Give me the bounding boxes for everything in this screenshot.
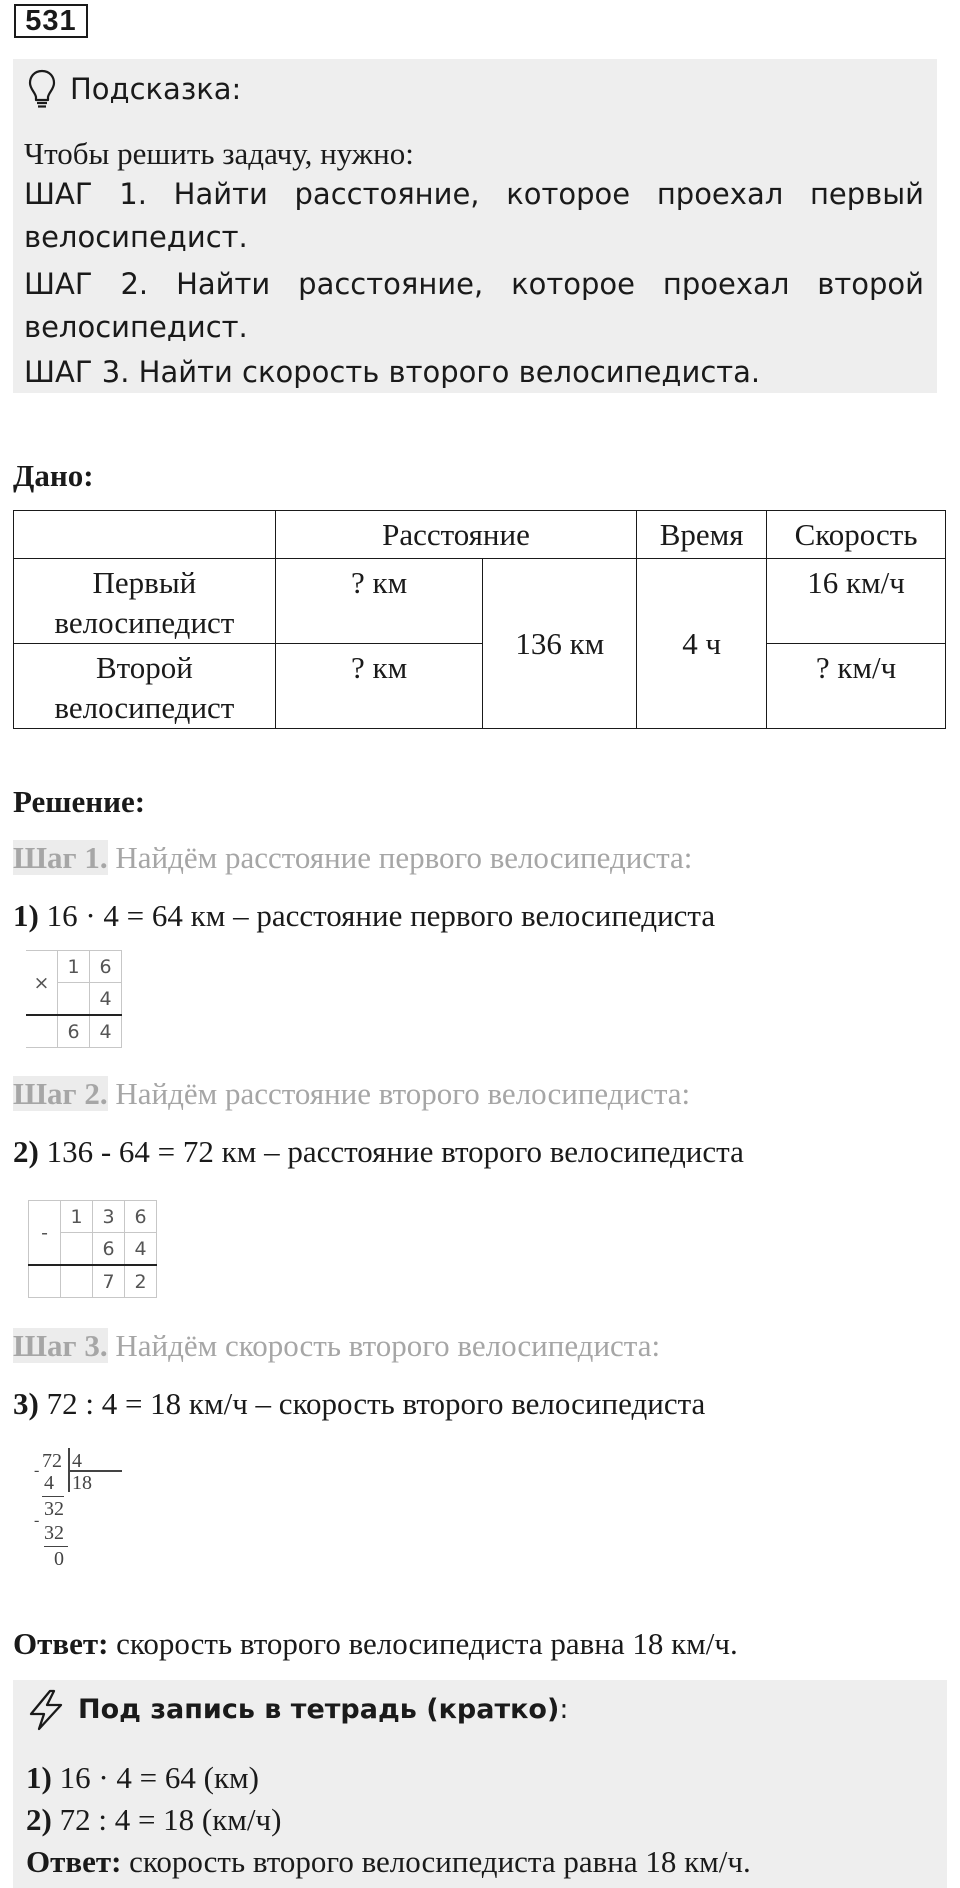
grid-cell: 1 xyxy=(61,1201,93,1233)
table-header-row xyxy=(14,511,946,559)
grid-cell xyxy=(58,983,90,1016)
calc-2-text: 136 - 64 = 72 км – расстояние второго велосипедиста xyxy=(38,1134,744,1169)
grid-cell: 4 xyxy=(125,1233,157,1266)
grid-cell: 6 xyxy=(125,1201,157,1233)
time-value: 4 ч xyxy=(637,559,767,729)
task-number: 531 xyxy=(14,4,88,38)
sub-sign: - xyxy=(29,1201,61,1266)
given-table xyxy=(13,510,946,729)
ld-divisor: 4 xyxy=(72,1450,82,1472)
grid-cell: 3 xyxy=(93,1201,125,1233)
answer-line xyxy=(13,1624,738,1664)
grid-cell: 2 xyxy=(125,1265,157,1298)
calc-1-text: 16 · 4 = 64 км – расстояние первого велосипедиста xyxy=(38,898,716,933)
ld-subtrahend-2: 32 xyxy=(44,1522,64,1544)
row-name-cell xyxy=(14,559,276,644)
hint-intro: Чтобы решить задачу, нужно: xyxy=(24,136,414,171)
nb-1-number: 1) xyxy=(26,1760,52,1795)
nb-2-text: 72 : 4 = 18 (км/ч) xyxy=(51,1802,282,1837)
solution-step-3-heading xyxy=(13,1326,660,1366)
hint-step-3-label: ШАГ 3. xyxy=(24,355,130,389)
calc-line-2 xyxy=(13,1132,744,1172)
calc-3-text: 72 : 4 = 18 км/ч – скорость второго велосипедиста xyxy=(38,1386,706,1421)
mult-sign: × xyxy=(26,951,58,1016)
ld-minus-2: - xyxy=(34,1512,40,1529)
ld-quotient: 18 xyxy=(72,1472,92,1494)
hint-title: Подсказка: xyxy=(70,72,242,106)
ld-dividend: 72 xyxy=(42,1450,62,1472)
solution-heading: Решение: xyxy=(13,784,146,819)
ld-remainder-1: 32 xyxy=(44,1498,64,1520)
answer-label: Ответ: xyxy=(13,1626,109,1661)
grid-cell xyxy=(26,1015,58,1048)
nb-answer-text: скорость второго велосипедиста равна 18 км/ч. xyxy=(121,1844,751,1879)
ld-line-2 xyxy=(44,1546,68,1547)
row-name-line1: Второй xyxy=(95,650,193,685)
hint-step-1-text: Найти расстояние, которое проехал первый xyxy=(173,177,924,211)
notebook-line-1 xyxy=(26,1758,259,1798)
row-speed: ? км/ч xyxy=(767,644,946,729)
grid-cell: 4 xyxy=(90,983,122,1016)
calc-line-3 xyxy=(13,1384,705,1424)
ld-minus-1: - xyxy=(34,1462,40,1479)
notebook-title xyxy=(78,1692,568,1728)
row-distance: ? км xyxy=(275,559,483,644)
calc-line-1 xyxy=(13,896,715,936)
grid-cell: 4 xyxy=(90,1015,122,1048)
hint-step-3-text: Найти скорость второго велосипедиста. xyxy=(138,355,761,389)
column-subtraction xyxy=(28,1200,157,1298)
step-3-label: Шаг 3. xyxy=(13,1328,108,1363)
table-row xyxy=(14,644,946,729)
answer-text: скорость второго велосипедиста равна 18 км/ч. xyxy=(108,1626,738,1661)
calc-3-number: 3) xyxy=(13,1386,39,1421)
row-speed: 16 км/ч xyxy=(767,559,946,644)
hint-step-2 xyxy=(24,262,924,306)
hint-step-2-cont: велосипедист. xyxy=(24,310,248,344)
hint-step-1-label: ШАГ 1. xyxy=(24,177,147,211)
column-multiplication xyxy=(26,950,122,1048)
notebook-answer xyxy=(26,1842,751,1882)
solution-step-1-heading xyxy=(13,838,692,878)
calc-1-number: 1) xyxy=(13,898,39,933)
grid-cell: 1 xyxy=(58,951,90,983)
row-name-line2: велосипедист xyxy=(54,605,235,640)
grid-cell: 6 xyxy=(93,1233,125,1266)
calc-2-number: 2) xyxy=(13,1134,39,1169)
step-2-text: Найдём расстояние второго велосипедиста: xyxy=(107,1076,691,1111)
hint-step-1 xyxy=(24,172,924,216)
step-3-text: Найдём скорость второго велосипедиста: xyxy=(107,1328,661,1363)
hint-step-2-label: ШАГ 2. xyxy=(24,267,149,301)
ld-subtrahend-1: 4 xyxy=(44,1472,54,1494)
table-header-time: Время xyxy=(637,511,767,559)
hint-step-2-text: Найти расстояние, которое проехал второй xyxy=(176,267,925,301)
grid-cell: 6 xyxy=(90,951,122,983)
notebook-title-text: Под запись в тетрадь (кратко) xyxy=(78,1694,560,1725)
nb-answer-label: Ответ: xyxy=(26,1844,122,1879)
table-header-speed: Скорость xyxy=(767,511,946,559)
grid-cell: 6 xyxy=(58,1015,90,1048)
total-distance: 136 км xyxy=(483,559,637,729)
step-1-text: Найдём расстояние первого велосипедиста: xyxy=(107,840,693,875)
hint-step-1-cont: велосипедист. xyxy=(24,220,248,254)
grid-cell xyxy=(29,1265,61,1298)
grid-cell xyxy=(61,1233,93,1266)
notebook-title-colon: : xyxy=(559,1694,569,1725)
grid-cell: 7 xyxy=(93,1265,125,1298)
solution-step-2-heading xyxy=(13,1074,690,1114)
table-header-distance: Расстояние xyxy=(275,511,636,559)
row-name-line1: Первый xyxy=(92,565,197,600)
row-distance: ? км xyxy=(275,644,483,729)
ld-line-1 xyxy=(42,1496,64,1497)
lightbulb-icon xyxy=(26,68,58,110)
given-heading: Дано: xyxy=(13,458,94,493)
ld-remainder-2: 0 xyxy=(54,1548,64,1570)
table-row xyxy=(14,559,946,644)
nb-2-number: 2) xyxy=(26,1802,52,1837)
hint-step-3 xyxy=(24,350,924,394)
row-name-line2: велосипедист xyxy=(54,690,235,725)
row-name-cell xyxy=(14,644,276,729)
long-division xyxy=(30,1448,110,1596)
notebook-line-2 xyxy=(26,1800,281,1840)
nb-1-text: 16 · 4 = 64 (км) xyxy=(51,1760,259,1795)
step-1-label: Шаг 1. xyxy=(13,840,108,875)
step-2-label: Шаг 2. xyxy=(13,1076,108,1111)
table-header-empty xyxy=(14,511,276,559)
lightning-icon xyxy=(26,1688,66,1732)
grid-cell xyxy=(61,1265,93,1298)
